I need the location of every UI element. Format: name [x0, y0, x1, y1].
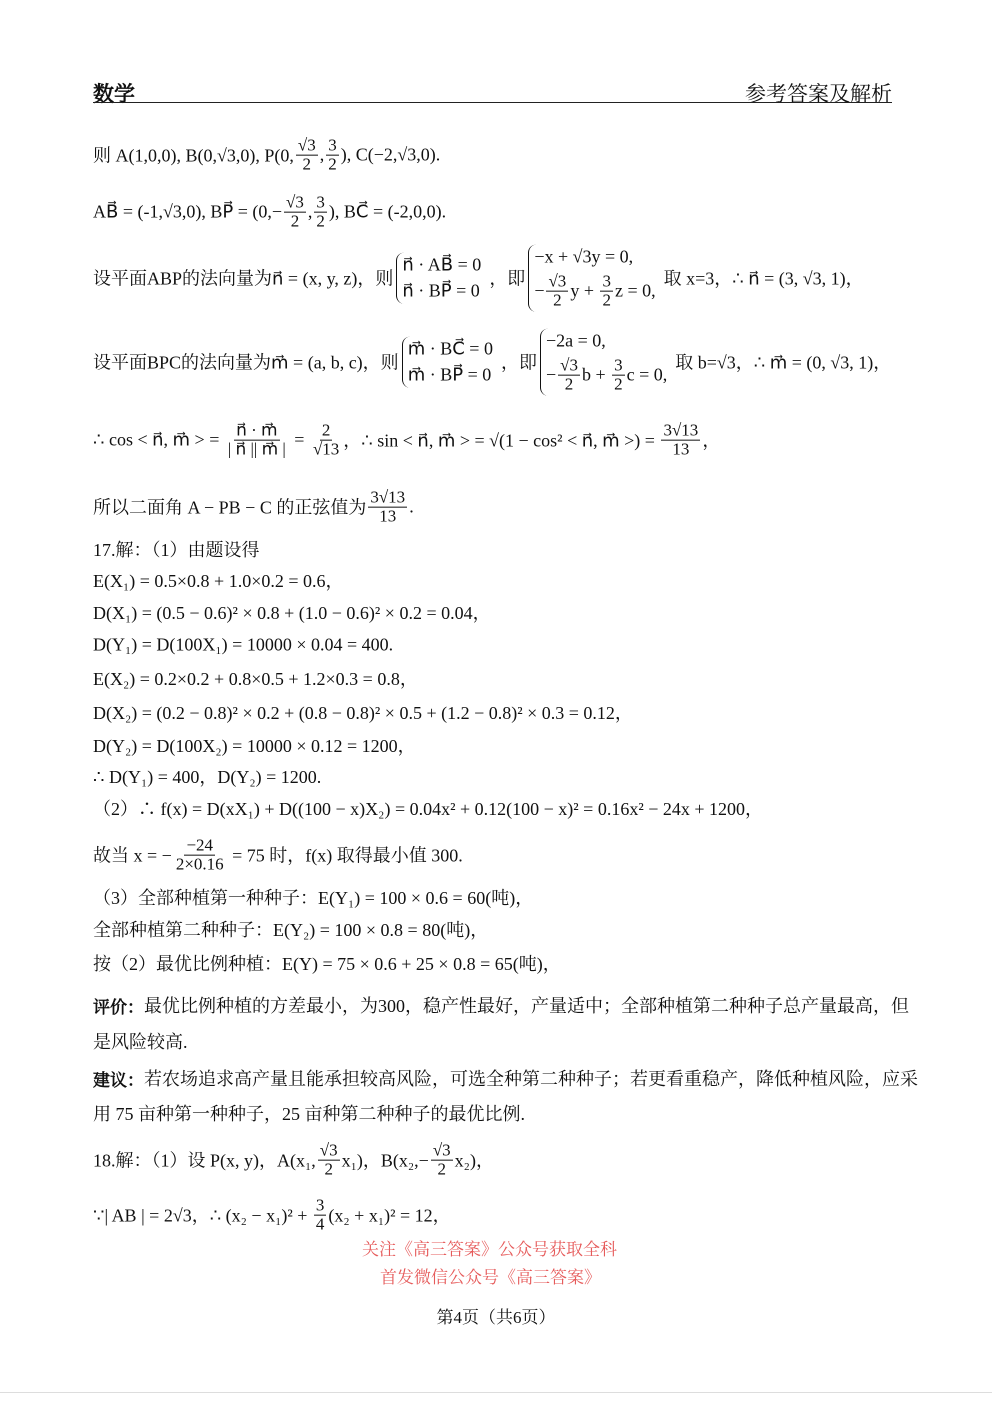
- math-text: x₁)，B(x₂,−: [341, 1151, 429, 1171]
- denominator: √13: [312, 439, 340, 459]
- math-text: .: [409, 496, 414, 517]
- denominator: 2: [437, 1159, 446, 1179]
- numerator: n⃗ · m⃗: [236, 420, 278, 440]
- numerator: 3√13: [370, 487, 406, 507]
- denominator: 2: [290, 211, 300, 231]
- denominator: | n⃗ || m⃗ |: [227, 439, 286, 459]
- numerator: 3: [602, 271, 611, 291]
- numerator: √3: [548, 271, 567, 291]
- denominator: 2×0.16: [175, 854, 224, 874]
- math-text: = 75 时，f(x) 取得最小值 300.: [227, 846, 463, 866]
- math-text: 取 x=3，∴ n⃗ = (3, √3, 1)，: [663, 269, 864, 289]
- page-edge: [0, 1392, 992, 1393]
- math-text: −x + √3y = 0,: [534, 246, 634, 267]
- math-text: 是风险较高.: [93, 1032, 188, 1052]
- math-text: D(X₂) = (0.2 − 0.8)² × 0.2 + (0.8 − 0.8)² × 0.5 + (1.2 − 0.8)² × 0.3 = 0.12，: [93, 703, 633, 723]
- page-number: 第4页（共6页）: [436, 1308, 556, 1327]
- numerator: 3: [316, 192, 325, 212]
- numerator: 3√13: [663, 420, 699, 440]
- solution-line: [93, 699, 633, 725]
- math-text: ，即: [489, 269, 526, 289]
- math-text: D(Y₁) = D(100X₁) = 10000 × 0.04 = 400.: [93, 634, 394, 655]
- math-text: D(X₁) = (0.5 − 0.6)² × 0.8 + (1.0 − 0.6)² × 0.2 = 0.04，: [93, 603, 491, 623]
- solution-line: [93, 763, 321, 789]
- math-text: ), BC⃗ = (-2,0,0).: [328, 201, 447, 222]
- solution-line: [93, 422, 720, 459]
- math-text: 按（2）最优比例种植：E(Y) = 75 × 0.6 + 25 × 0.8 = 65(吨)，: [93, 954, 561, 974]
- math-text: （3）全部种植第一种种子：E(Y₁) = 100 × 0.6 = 60(吨)，: [93, 888, 534, 908]
- math-text: n⃗ · BP⃗ = 0: [402, 280, 480, 301]
- equation-row: [402, 255, 481, 276]
- solution-line: [93, 489, 414, 526]
- numerator: 3: [328, 135, 337, 155]
- solution-line: [93, 1065, 918, 1091]
- denominator: 2: [328, 154, 337, 174]
- fraction: [558, 357, 580, 394]
- math-text: 用 75 亩种第一种种子，25 亩种第二种种子的最优比例.: [93, 1104, 525, 1124]
- math-text: n⃗ · AB⃗ = 0: [402, 254, 482, 275]
- math-text: (x₂ + x₁)² = 12，: [328, 1206, 451, 1226]
- math-text: ，即: [500, 353, 537, 373]
- denominator: 2: [564, 374, 574, 394]
- math-text: 18.解：（1）设 P(x, y)，A(x₁,: [93, 1151, 316, 1171]
- denominator: 2: [316, 211, 325, 231]
- numerator: √3: [432, 1140, 451, 1160]
- math-text: D(Y₂) = D(100X₂) = 10000 × 0.12 = 1200，: [93, 736, 416, 756]
- solution-line: [93, 916, 488, 942]
- fraction: [296, 137, 318, 174]
- math-text: （2）∴ f(x) = D(xX₁) + D((100 − x)X₂) = 0.04x² + 0.12(100 − x)² = 0.16x² − 24x + 1200，: [93, 799, 764, 819]
- fraction: [174, 837, 226, 874]
- math-text: ,: [307, 201, 313, 222]
- math-text: 取 b=√3，∴ m⃗ = (0, √3, 1)，: [675, 353, 892, 373]
- solution-line: [93, 194, 446, 231]
- math-text: ), C(−2,√3,0).: [340, 144, 441, 165]
- equation-row: [534, 273, 655, 310]
- denominator: 13: [379, 506, 397, 526]
- solution-line: [93, 137, 440, 174]
- math-text: ，∴ sin < n⃗, m⃗ > = √(1 − cos² < n⃗, m⃗ >) =: [343, 431, 660, 451]
- fraction: [311, 422, 341, 459]
- denominator: 2: [324, 1159, 333, 1179]
- equation-system: [396, 253, 486, 304]
- math-text: AB⃗ = (-1,√3,0), BP⃗ = (0,−: [93, 201, 283, 222]
- solution-line: [93, 245, 864, 312]
- fraction: [600, 273, 613, 310]
- header-divider: [93, 102, 892, 103]
- math-text: ，: [702, 431, 721, 451]
- math-text: 设平面ABP的法向量为n⃗ = (x, y, z)，则: [93, 269, 394, 289]
- math-text: ,: [319, 144, 325, 165]
- equation-system: [402, 337, 498, 388]
- math-text: 则 A(1,0,0), B(0,√3,0), P(0,: [93, 146, 294, 166]
- numerator: 2: [321, 420, 331, 440]
- solution-line: [93, 635, 393, 656]
- denominator: 2: [602, 290, 611, 310]
- solution-line: [93, 599, 491, 625]
- denominator: 2: [614, 374, 623, 394]
- equation-row: [546, 331, 667, 352]
- denominator: 2: [553, 290, 562, 310]
- numerator: −24: [186, 835, 214, 855]
- fraction: [368, 489, 407, 526]
- solution-line: [93, 732, 416, 758]
- math-text: =: [289, 429, 309, 450]
- solution-line: [93, 1142, 494, 1179]
- solution-line: [93, 329, 891, 396]
- math-text: 最优比例种植的方差最小，为300，稳产性最好，产量适中；全部种植第二种种子总产量最高，但: [144, 996, 909, 1016]
- fraction: [326, 137, 339, 174]
- math-text: ∴ D(Y₁) = 400，D(Y₂) = 1200.: [93, 767, 322, 787]
- math-text: m⃗ · BP⃗ = 0: [407, 364, 492, 385]
- fraction: [546, 273, 568, 310]
- fraction: [226, 422, 288, 459]
- math-text: m⃗ · BC⃗ = 0: [407, 338, 493, 359]
- equation-system: [528, 245, 660, 312]
- numerator: √3: [319, 1140, 338, 1160]
- numerator: √3: [297, 135, 316, 155]
- math-text: 17.解：（1）由题设得: [93, 540, 260, 560]
- watermark: 首发微信公众号《高三答案》: [380, 1268, 601, 1288]
- equation-row: [408, 365, 493, 386]
- math-text: 设平面BPC的法向量为m⃗ = (a, b, c)，则: [93, 353, 399, 373]
- denominator: 4: [315, 1214, 325, 1234]
- header-title: 参考答案及解析: [745, 82, 892, 106]
- denominator: 13: [672, 439, 690, 459]
- math-text: 全部种植第二种种子：E(Y₂) = 100 × 0.8 = 80(吨)，: [93, 920, 489, 940]
- solution-line: [93, 1028, 188, 1054]
- solution-line: [93, 567, 344, 593]
- solution-line: [93, 884, 533, 910]
- denominator: 2: [302, 154, 312, 174]
- equation-row: [534, 247, 655, 268]
- fraction: [314, 1197, 327, 1234]
- math-text: −2a = 0,: [545, 330, 606, 351]
- fraction: [612, 357, 625, 394]
- numerator: √3: [560, 355, 578, 375]
- fraction: [661, 422, 700, 459]
- math-text: c = 0,: [626, 364, 668, 385]
- math-text: ∵| AB | = 2√3，∴ (x₂ − x₁)² +: [93, 1206, 312, 1226]
- solution-line: [93, 665, 418, 691]
- solution-line: [93, 1197, 451, 1234]
- math-text: 若农场追求高产量且能承担较高风险，可选全种第二种种子；若更看重稳产，降低种植风险，应采: [144, 1069, 918, 1089]
- subject-label: 数学: [93, 82, 135, 106]
- solution-line: [93, 536, 260, 562]
- solution-line: [93, 950, 561, 976]
- watermark: 关注《高三答案》公众号获取全科: [362, 1240, 617, 1260]
- fraction: [431, 1142, 453, 1179]
- math-text: x₂)，: [454, 1151, 494, 1171]
- math-text: 所以二面角 A − PB − C 的正弦值为: [93, 498, 367, 518]
- fraction: [284, 194, 306, 231]
- numerator: √3: [286, 192, 304, 212]
- solution-line: [93, 795, 763, 821]
- equation-row: [402, 281, 481, 302]
- math-text: E(X₁) = 0.5×0.8 + 1.0×0.2 = 0.6，: [93, 571, 344, 591]
- math-text: E(X₂) = 0.2×0.2 + 0.8×0.5 + 1.2×0.3 = 0.8，: [93, 669, 418, 689]
- math-text: −: [545, 364, 557, 385]
- numerator: 3: [614, 355, 623, 375]
- equation-row: [546, 357, 667, 394]
- equation-row: [408, 339, 493, 360]
- solution-line: [93, 1100, 525, 1126]
- bold-label: 评价：: [93, 997, 144, 1018]
- math-text: b +: [581, 364, 611, 385]
- equation-system: [540, 329, 672, 396]
- math-text: ∴ cos < n⃗, m⃗ > =: [93, 429, 224, 450]
- math-text: −: [534, 280, 545, 301]
- numerator: 3: [315, 1195, 325, 1215]
- math-text: 故当 x = −: [93, 846, 172, 866]
- math-text: z = 0,: [614, 280, 656, 301]
- math-text: y +: [570, 280, 599, 301]
- solution-line: [93, 837, 463, 874]
- fraction: [318, 1142, 340, 1179]
- bold-label: 建议：: [93, 1070, 144, 1091]
- fraction: [314, 194, 327, 231]
- solution-line: [93, 992, 909, 1018]
